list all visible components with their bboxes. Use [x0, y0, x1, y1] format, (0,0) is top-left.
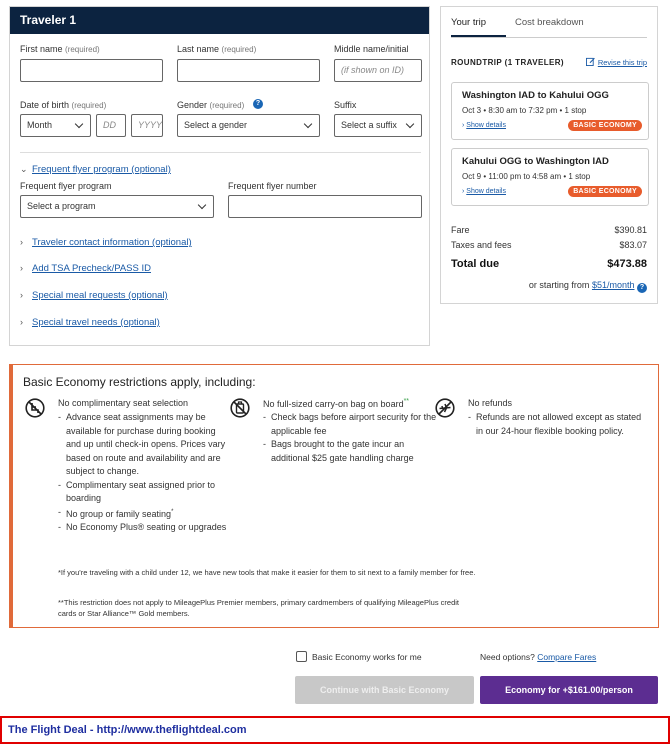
basic-economy-badge: BASIC ECONOMY — [568, 120, 642, 131]
upgrade-economy-button[interactable]: Economy for +$161.00/person — [480, 676, 658, 704]
gender-label-text: Gender — [177, 100, 208, 110]
ff-section-label: Frequent flyer program (optional) — [32, 164, 171, 175]
tab-underline — [451, 37, 647, 38]
dob-day-input[interactable]: DD — [96, 114, 126, 137]
ff-number-input[interactable] — [228, 195, 422, 218]
fare-label: Fare — [451, 225, 470, 235]
starting-prefix: or starting from — [528, 280, 590, 290]
chevron-down-icon: ⌄ — [20, 164, 28, 174]
flight-time: Oct 3 • 8:30 am to 7:32 pm • 1 stop — [462, 106, 587, 115]
middle-name-input[interactable]: (if shown on ID) — [334, 59, 422, 82]
need-options — [480, 652, 596, 662]
suffix-label: Suffix — [334, 100, 357, 110]
question-circle-icon[interactable]: ? — [637, 283, 647, 293]
meal-label: Special meal requests (optional) — [32, 290, 168, 301]
no-bag-title — [263, 398, 409, 409]
tsa-toggle[interactable] — [20, 263, 151, 274]
edit-icon[interactable] — [586, 57, 595, 66]
flight-route: Washington IAD to Kahului OGG — [462, 90, 609, 101]
list-item: - Advance seat assignments may be available for purchase during booking and up until check-in opens. Prices vary based on route and availability and are subject to change. — [58, 411, 233, 479]
flight-route: Kahului OGG to Washington IAD — [462, 156, 609, 167]
travel-needs-toggle[interactable] — [20, 317, 160, 328]
show-details-link[interactable]: › Show details — [462, 188, 506, 195]
basic-economy-checkbox[interactable] — [296, 651, 307, 662]
continue-basic-economy-button[interactable]: Continue with Basic Economy — [295, 676, 474, 704]
meal-toggle[interactable] — [20, 290, 168, 301]
taxes-value: $83.07 — [619, 240, 647, 250]
contact-info-label: Traveler contact information (optional) — [32, 237, 192, 248]
list-item: - Refunds are not allowed except as stated in our 24-hour flexible booking policy. — [468, 411, 648, 438]
no-refunds-bullets — [468, 411, 648, 438]
list-item: - Complimentary seat assigned prior to boarding — [58, 479, 233, 506]
revise-trip-link[interactable]: Revise this trip — [597, 58, 647, 67]
required-marker: (required) — [221, 45, 257, 54]
last-name-label-text: Last name — [177, 44, 220, 54]
flight-time: Oct 9 • 11:00 pm to 4:58 am • 1 stop — [462, 172, 591, 181]
flight-card-outbound — [451, 82, 649, 140]
compare-fares-link[interactable]: Compare Fares — [537, 652, 597, 662]
trip-summary-panel — [440, 6, 658, 304]
total-row — [451, 258, 647, 270]
suffix-select[interactable]: Select a suffix — [334, 114, 422, 137]
middle-name-label: Middle name/initial — [334, 44, 409, 54]
footnote-mark: ** — [403, 398, 410, 405]
tab-cost-breakdown[interactable]: Cost breakdown — [515, 17, 584, 28]
dob-year-input[interactable]: YYYY — [131, 114, 163, 137]
roundtrip-label: ROUNDTRIP (1 TRAVELER) — [451, 58, 564, 67]
gender-select[interactable]: Select a gender — [177, 114, 320, 137]
required-marker: (required) — [71, 101, 107, 110]
first-name-label — [20, 44, 100, 54]
chevron-right-icon: › — [20, 263, 23, 273]
gender-label — [177, 100, 244, 110]
ff-program-select[interactable]: Select a program — [20, 195, 214, 218]
chevron-right-icon: › — [20, 290, 23, 300]
question-circle-icon[interactable]: ? — [253, 99, 263, 109]
fare-row — [451, 225, 647, 235]
show-details-link[interactable]: › Show details — [462, 122, 506, 129]
flight-deal-banner — [0, 716, 670, 744]
total-value: $473.88 — [607, 258, 647, 270]
tab-active-indicator — [451, 35, 506, 37]
flight-card-return — [451, 148, 649, 206]
dob-label-text: Date of birth — [20, 100, 70, 110]
footnote-mark: * — [171, 508, 174, 515]
restrictions-title: Basic Economy restrictions apply, including: — [23, 375, 256, 389]
list-item — [58, 506, 233, 522]
last-name-input[interactable] — [177, 59, 320, 82]
taxes-label: Taxes and fees — [451, 240, 512, 250]
list-item: - Bags brought to the gate incur an additional $25 gate handling charge — [263, 438, 438, 465]
basic-economy-restrictions — [9, 364, 659, 628]
tsa-label: Add TSA Precheck/PASS ID — [32, 263, 151, 274]
basic-economy-badge: BASIC ECONOMY — [568, 186, 642, 197]
no-bag-bullets — [263, 411, 438, 465]
chevron-right-icon: › — [20, 237, 23, 247]
no-refunds-title: No refunds — [468, 398, 513, 408]
taxes-row — [451, 240, 647, 250]
monthly-price — [529, 280, 647, 292]
list-item-text: No group or family seating — [66, 508, 172, 519]
dob-month-select[interactable]: Month — [20, 114, 91, 137]
chevron-right-icon: › — [20, 317, 23, 327]
ff-program-label: Frequent flyer program — [20, 181, 112, 191]
footnote-premier: **This restriction does not apply to MileagePlus Premier members, primary cardmembers of qualifying MileagePlus credit cards or Star Alliance™ Gold members. — [58, 598, 459, 618]
monthly-price-link[interactable]: $51/month — [591, 280, 635, 290]
fare-value: $390.81 — [614, 225, 647, 235]
no-seat-bullets — [58, 411, 233, 535]
first-name-label-text: First name — [20, 44, 63, 54]
no-seat-title: No complimentary seat selection — [58, 398, 189, 408]
section-divider — [20, 152, 421, 153]
traveler-title: Traveler 1 — [10, 7, 429, 34]
footnote-child: *If you're traveling with a child under 12, we have new tools that make it easier for them to sit next to a family member for free. — [58, 568, 476, 577]
total-label: Total due — [451, 258, 500, 270]
contact-info-toggle[interactable] — [20, 237, 192, 248]
ff-number-label: Frequent flyer number — [228, 181, 317, 191]
last-name-label — [177, 44, 256, 54]
list-item: - No Economy Plus® seating or upgrades — [58, 521, 233, 535]
need-options-text: Need options? — [480, 652, 535, 662]
no-refund-icon — [435, 398, 455, 418]
no-seat-icon — [25, 398, 45, 418]
traveler-form-card — [9, 6, 430, 346]
required-marker: (required) — [209, 101, 245, 110]
required-marker: (required) — [65, 45, 100, 54]
first-name-input[interactable] — [20, 59, 163, 82]
show-details-label: Show details — [466, 188, 506, 195]
ff-section-toggle[interactable] — [20, 164, 171, 175]
tab-your-trip[interactable]: Your trip — [451, 17, 487, 28]
no-bag-title-text: No full-sized carry-on bag on board — [263, 399, 404, 409]
no-bag-icon — [230, 398, 250, 418]
show-details-label: Show details — [466, 122, 506, 129]
travel-needs-label: Special travel needs (optional) — [32, 317, 160, 328]
checkbox-label[interactable]: Basic Economy works for me — [312, 652, 422, 662]
flight-deal-text: The Flight Deal - http://www.theflightdeal.com — [8, 724, 247, 736]
dob-label — [20, 100, 106, 110]
list-item: - Check bags before airport security for the applicable fee — [263, 411, 438, 438]
